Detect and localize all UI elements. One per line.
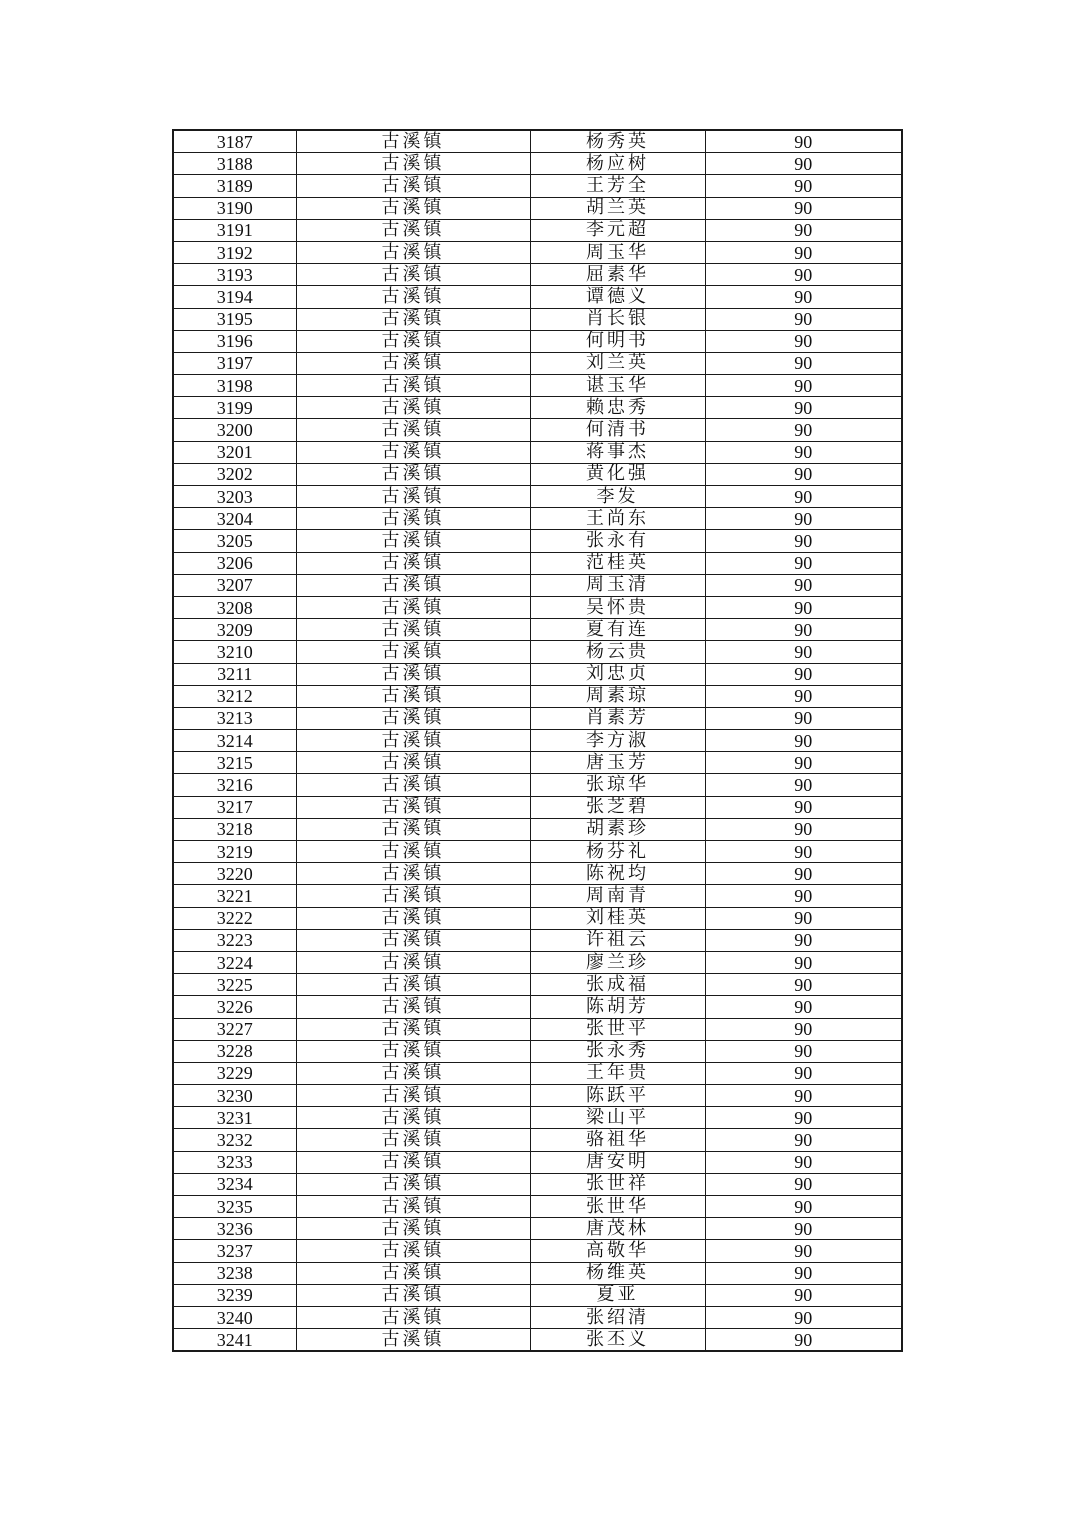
town-cell: 古溪镇 <box>296 574 530 596</box>
name-cell: 王尚东 <box>530 508 705 530</box>
table-row <box>173 530 902 552</box>
name-cell: 杨维英 <box>530 1262 705 1284</box>
amount-cell: 90 <box>705 241 902 263</box>
row-number-cell: 3220 <box>173 863 296 885</box>
name-cell: 周南青 <box>530 885 705 907</box>
table-row <box>173 663 902 685</box>
name-cell: 张丕义 <box>530 1329 705 1352</box>
amount-cell: 90 <box>705 1085 902 1107</box>
amount-cell: 90 <box>705 929 902 951</box>
table-row <box>173 974 902 996</box>
row-number-cell: 3239 <box>173 1284 296 1306</box>
beneficiary-table <box>172 129 903 1352</box>
table-row <box>173 1262 902 1284</box>
town-cell: 古溪镇 <box>296 130 530 153</box>
row-number-cell: 3187 <box>173 130 296 153</box>
row-number-cell: 3193 <box>173 264 296 286</box>
row-number-cell: 3235 <box>173 1196 296 1218</box>
table-row <box>173 1062 902 1084</box>
town-cell: 古溪镇 <box>296 1306 530 1328</box>
name-cell: 张世平 <box>530 1018 705 1040</box>
amount-cell: 90 <box>705 1107 902 1129</box>
town-cell: 古溪镇 <box>296 463 530 485</box>
amount-cell: 90 <box>705 463 902 485</box>
name-cell: 张世华 <box>530 1196 705 1218</box>
name-cell: 范桂英 <box>530 552 705 574</box>
town-cell: 古溪镇 <box>296 1107 530 1129</box>
table-row <box>173 707 902 729</box>
town-cell: 古溪镇 <box>296 1173 530 1195</box>
town-cell: 古溪镇 <box>296 508 530 530</box>
amount-cell: 90 <box>705 1040 902 1062</box>
amount-cell: 90 <box>705 774 902 796</box>
amount-cell: 90 <box>705 619 902 641</box>
amount-cell: 90 <box>705 486 902 508</box>
amount-cell: 90 <box>705 685 902 707</box>
amount-cell: 90 <box>705 330 902 352</box>
row-number-cell: 3203 <box>173 486 296 508</box>
amount-cell: 90 <box>705 574 902 596</box>
name-cell: 何清书 <box>530 419 705 441</box>
row-number-cell: 3206 <box>173 552 296 574</box>
amount-cell: 90 <box>705 730 902 752</box>
town-cell: 古溪镇 <box>296 1018 530 1040</box>
name-cell: 胡素珍 <box>530 818 705 840</box>
town-cell: 古溪镇 <box>296 1085 530 1107</box>
name-cell: 周玉华 <box>530 241 705 263</box>
table-row <box>173 241 902 263</box>
name-cell: 廖兰珍 <box>530 951 705 973</box>
town-cell: 古溪镇 <box>296 1329 530 1352</box>
name-cell: 陈祝均 <box>530 863 705 885</box>
row-number-cell: 3232 <box>173 1129 296 1151</box>
town-cell: 古溪镇 <box>296 1062 530 1084</box>
row-number-cell: 3228 <box>173 1040 296 1062</box>
town-cell: 古溪镇 <box>296 730 530 752</box>
amount-cell: 90 <box>705 841 902 863</box>
town-cell: 古溪镇 <box>296 197 530 219</box>
amount-cell: 90 <box>705 974 902 996</box>
row-number-cell: 3221 <box>173 885 296 907</box>
table-row <box>173 863 902 885</box>
name-cell: 唐茂林 <box>530 1218 705 1240</box>
amount-cell: 90 <box>705 951 902 973</box>
name-cell: 张琼华 <box>530 774 705 796</box>
town-cell: 古溪镇 <box>296 996 530 1018</box>
table-row <box>173 641 902 663</box>
amount-cell: 90 <box>705 441 902 463</box>
table-row <box>173 574 902 596</box>
town-cell: 古溪镇 <box>296 1129 530 1151</box>
amount-cell: 90 <box>705 996 902 1018</box>
town-cell: 古溪镇 <box>296 818 530 840</box>
town-cell: 古溪镇 <box>296 1240 530 1262</box>
row-number-cell: 3236 <box>173 1218 296 1240</box>
table-row <box>173 419 902 441</box>
table-row <box>173 153 902 175</box>
row-number-cell: 3198 <box>173 375 296 397</box>
table-row <box>173 552 902 574</box>
table-row <box>173 219 902 241</box>
row-number-cell: 3191 <box>173 219 296 241</box>
town-cell: 古溪镇 <box>296 863 530 885</box>
table-row <box>173 996 902 1018</box>
table-row <box>173 463 902 485</box>
name-cell: 刘兰英 <box>530 352 705 374</box>
name-cell: 张芝碧 <box>530 796 705 818</box>
name-cell: 谌玉华 <box>530 375 705 397</box>
table-row <box>173 1018 902 1040</box>
table-row <box>173 441 902 463</box>
table-row <box>173 352 902 374</box>
amount-cell: 90 <box>705 1196 902 1218</box>
town-cell: 古溪镇 <box>296 486 530 508</box>
amount-cell: 90 <box>705 1262 902 1284</box>
row-number-cell: 3188 <box>173 153 296 175</box>
name-cell: 许祖云 <box>530 929 705 951</box>
town-cell: 古溪镇 <box>296 596 530 618</box>
row-number-cell: 3215 <box>173 752 296 774</box>
table-row <box>173 1284 902 1306</box>
name-cell: 张世祥 <box>530 1173 705 1195</box>
row-number-cell: 3204 <box>173 508 296 530</box>
town-cell: 古溪镇 <box>296 175 530 197</box>
amount-cell: 90 <box>705 1329 902 1352</box>
amount-cell: 90 <box>705 130 902 153</box>
name-cell: 肖素芳 <box>530 707 705 729</box>
amount-cell: 90 <box>705 1151 902 1173</box>
name-cell: 谭德义 <box>530 286 705 308</box>
row-number-cell: 3230 <box>173 1085 296 1107</box>
town-cell: 古溪镇 <box>296 1196 530 1218</box>
table-row <box>173 596 902 618</box>
row-number-cell: 3216 <box>173 774 296 796</box>
row-number-cell: 3223 <box>173 929 296 951</box>
name-cell: 周素琼 <box>530 685 705 707</box>
town-cell: 古溪镇 <box>296 241 530 263</box>
name-cell: 骆祖华 <box>530 1129 705 1151</box>
name-cell: 李元超 <box>530 219 705 241</box>
table-row <box>173 619 902 641</box>
amount-cell: 90 <box>705 1018 902 1040</box>
name-cell: 周玉清 <box>530 574 705 596</box>
town-cell: 古溪镇 <box>296 552 530 574</box>
row-number-cell: 3224 <box>173 951 296 973</box>
amount-cell: 90 <box>705 1173 902 1195</box>
table-row <box>173 1173 902 1195</box>
row-number-cell: 3192 <box>173 241 296 263</box>
town-cell: 古溪镇 <box>296 685 530 707</box>
row-number-cell: 3237 <box>173 1240 296 1262</box>
table-row <box>173 774 902 796</box>
name-cell: 杨云贵 <box>530 641 705 663</box>
name-cell: 张成福 <box>530 974 705 996</box>
row-number-cell: 3208 <box>173 596 296 618</box>
name-cell: 刘忠贞 <box>530 663 705 685</box>
town-cell: 古溪镇 <box>296 752 530 774</box>
row-number-cell: 3240 <box>173 1306 296 1328</box>
row-number-cell: 3214 <box>173 730 296 752</box>
town-cell: 古溪镇 <box>296 663 530 685</box>
row-number-cell: 3218 <box>173 818 296 840</box>
row-number-cell: 3225 <box>173 974 296 996</box>
name-cell: 杨应树 <box>530 153 705 175</box>
table-row <box>173 197 902 219</box>
row-number-cell: 3205 <box>173 530 296 552</box>
table-row <box>173 885 902 907</box>
table-row <box>173 1085 902 1107</box>
amount-cell: 90 <box>705 175 902 197</box>
town-cell: 古溪镇 <box>296 264 530 286</box>
table-row <box>173 1240 902 1262</box>
row-number-cell: 3200 <box>173 419 296 441</box>
town-cell: 古溪镇 <box>296 796 530 818</box>
amount-cell: 90 <box>705 1218 902 1240</box>
table-row <box>173 841 902 863</box>
name-cell: 肖长银 <box>530 308 705 330</box>
amount-cell: 90 <box>705 286 902 308</box>
amount-cell: 90 <box>705 596 902 618</box>
table-row <box>173 508 902 530</box>
amount-cell: 90 <box>705 197 902 219</box>
town-cell: 古溪镇 <box>296 641 530 663</box>
amount-cell: 90 <box>705 1240 902 1262</box>
table-row <box>173 1151 902 1173</box>
town-cell: 古溪镇 <box>296 153 530 175</box>
amount-cell: 90 <box>705 863 902 885</box>
name-cell: 李发 <box>530 486 705 508</box>
amount-cell: 90 <box>705 707 902 729</box>
row-number-cell: 3199 <box>173 397 296 419</box>
table-row <box>173 264 902 286</box>
amount-cell: 90 <box>705 796 902 818</box>
town-cell: 古溪镇 <box>296 774 530 796</box>
row-number-cell: 3210 <box>173 641 296 663</box>
table-row <box>173 1040 902 1062</box>
row-number-cell: 3201 <box>173 441 296 463</box>
town-cell: 古溪镇 <box>296 907 530 929</box>
row-number-cell: 3190 <box>173 197 296 219</box>
name-cell: 夏亚 <box>530 1284 705 1306</box>
town-cell: 古溪镇 <box>296 1040 530 1062</box>
amount-cell: 90 <box>705 375 902 397</box>
town-cell: 古溪镇 <box>296 397 530 419</box>
amount-cell: 90 <box>705 1062 902 1084</box>
table-row <box>173 1329 902 1352</box>
row-number-cell: 3211 <box>173 663 296 685</box>
row-number-cell: 3194 <box>173 286 296 308</box>
table-row <box>173 130 902 153</box>
name-cell: 黄化强 <box>530 463 705 485</box>
row-number-cell: 3229 <box>173 1062 296 1084</box>
table-body <box>173 130 902 1351</box>
row-number-cell: 3209 <box>173 619 296 641</box>
row-number-cell: 3202 <box>173 463 296 485</box>
town-cell: 古溪镇 <box>296 1262 530 1284</box>
town-cell: 古溪镇 <box>296 308 530 330</box>
amount-cell: 90 <box>705 552 902 574</box>
amount-cell: 90 <box>705 1306 902 1328</box>
town-cell: 古溪镇 <box>296 286 530 308</box>
name-cell: 唐安明 <box>530 1151 705 1173</box>
table-row <box>173 818 902 840</box>
amount-cell: 90 <box>705 308 902 330</box>
row-number-cell: 3213 <box>173 707 296 729</box>
name-cell: 何明书 <box>530 330 705 352</box>
name-cell: 夏有连 <box>530 619 705 641</box>
amount-cell: 90 <box>705 508 902 530</box>
row-number-cell: 3241 <box>173 1329 296 1352</box>
name-cell: 杨秀英 <box>530 130 705 153</box>
table-row <box>173 1196 902 1218</box>
town-cell: 古溪镇 <box>296 951 530 973</box>
row-number-cell: 3212 <box>173 685 296 707</box>
table-row <box>173 907 902 929</box>
row-number-cell: 3189 <box>173 175 296 197</box>
row-number-cell: 3195 <box>173 308 296 330</box>
town-cell: 古溪镇 <box>296 841 530 863</box>
table-row <box>173 796 902 818</box>
amount-cell: 90 <box>705 1129 902 1151</box>
town-cell: 古溪镇 <box>296 352 530 374</box>
town-cell: 古溪镇 <box>296 530 530 552</box>
amount-cell: 90 <box>705 1284 902 1306</box>
table-row <box>173 752 902 774</box>
table-row <box>173 1107 902 1129</box>
town-cell: 古溪镇 <box>296 375 530 397</box>
town-cell: 古溪镇 <box>296 419 530 441</box>
amount-cell: 90 <box>705 530 902 552</box>
amount-cell: 90 <box>705 885 902 907</box>
name-cell: 杨芬礼 <box>530 841 705 863</box>
amount-cell: 90 <box>705 663 902 685</box>
name-cell: 蒋事杰 <box>530 441 705 463</box>
amount-cell: 90 <box>705 153 902 175</box>
table-row <box>173 175 902 197</box>
name-cell: 陈胡芳 <box>530 996 705 1018</box>
name-cell: 王年贵 <box>530 1062 705 1084</box>
name-cell: 赖忠秀 <box>530 397 705 419</box>
name-cell: 梁山平 <box>530 1107 705 1129</box>
town-cell: 古溪镇 <box>296 707 530 729</box>
row-number-cell: 3231 <box>173 1107 296 1129</box>
amount-cell: 90 <box>705 818 902 840</box>
row-number-cell: 3234 <box>173 1173 296 1195</box>
row-number-cell: 3217 <box>173 796 296 818</box>
amount-cell: 90 <box>705 219 902 241</box>
town-cell: 古溪镇 <box>296 1218 530 1240</box>
table-row <box>173 286 902 308</box>
town-cell: 古溪镇 <box>296 619 530 641</box>
row-number-cell: 3238 <box>173 1262 296 1284</box>
table-row <box>173 397 902 419</box>
row-number-cell: 3227 <box>173 1018 296 1040</box>
table-row <box>173 1306 902 1328</box>
name-cell: 张永有 <box>530 530 705 552</box>
row-number-cell: 3222 <box>173 907 296 929</box>
amount-cell: 90 <box>705 641 902 663</box>
town-cell: 古溪镇 <box>296 219 530 241</box>
table-row <box>173 330 902 352</box>
table-row <box>173 486 902 508</box>
amount-cell: 90 <box>705 419 902 441</box>
row-number-cell: 3233 <box>173 1151 296 1173</box>
table-row <box>173 685 902 707</box>
name-cell: 吴怀贵 <box>530 596 705 618</box>
town-cell: 古溪镇 <box>296 1284 530 1306</box>
table-row <box>173 1218 902 1240</box>
table-row <box>173 929 902 951</box>
name-cell: 胡兰英 <box>530 197 705 219</box>
amount-cell: 90 <box>705 352 902 374</box>
name-cell: 张绍清 <box>530 1306 705 1328</box>
town-cell: 古溪镇 <box>296 885 530 907</box>
amount-cell: 90 <box>705 907 902 929</box>
town-cell: 古溪镇 <box>296 974 530 996</box>
name-cell: 高敬华 <box>530 1240 705 1262</box>
name-cell: 张永秀 <box>530 1040 705 1062</box>
amount-cell: 90 <box>705 397 902 419</box>
name-cell: 李方淑 <box>530 730 705 752</box>
table-row <box>173 308 902 330</box>
row-number-cell: 3197 <box>173 352 296 374</box>
row-number-cell: 3219 <box>173 841 296 863</box>
row-number-cell: 3196 <box>173 330 296 352</box>
row-number-cell: 3207 <box>173 574 296 596</box>
name-cell: 陈跃平 <box>530 1085 705 1107</box>
name-cell: 王芳全 <box>530 175 705 197</box>
table-row <box>173 730 902 752</box>
name-cell: 唐玉芳 <box>530 752 705 774</box>
town-cell: 古溪镇 <box>296 1151 530 1173</box>
row-number-cell: 3226 <box>173 996 296 1018</box>
town-cell: 古溪镇 <box>296 929 530 951</box>
amount-cell: 90 <box>705 752 902 774</box>
name-cell: 屈素华 <box>530 264 705 286</box>
table-row <box>173 1129 902 1151</box>
table-row <box>173 951 902 973</box>
amount-cell: 90 <box>705 264 902 286</box>
town-cell: 古溪镇 <box>296 330 530 352</box>
table-row <box>173 375 902 397</box>
name-cell: 刘桂英 <box>530 907 705 929</box>
town-cell: 古溪镇 <box>296 441 530 463</box>
